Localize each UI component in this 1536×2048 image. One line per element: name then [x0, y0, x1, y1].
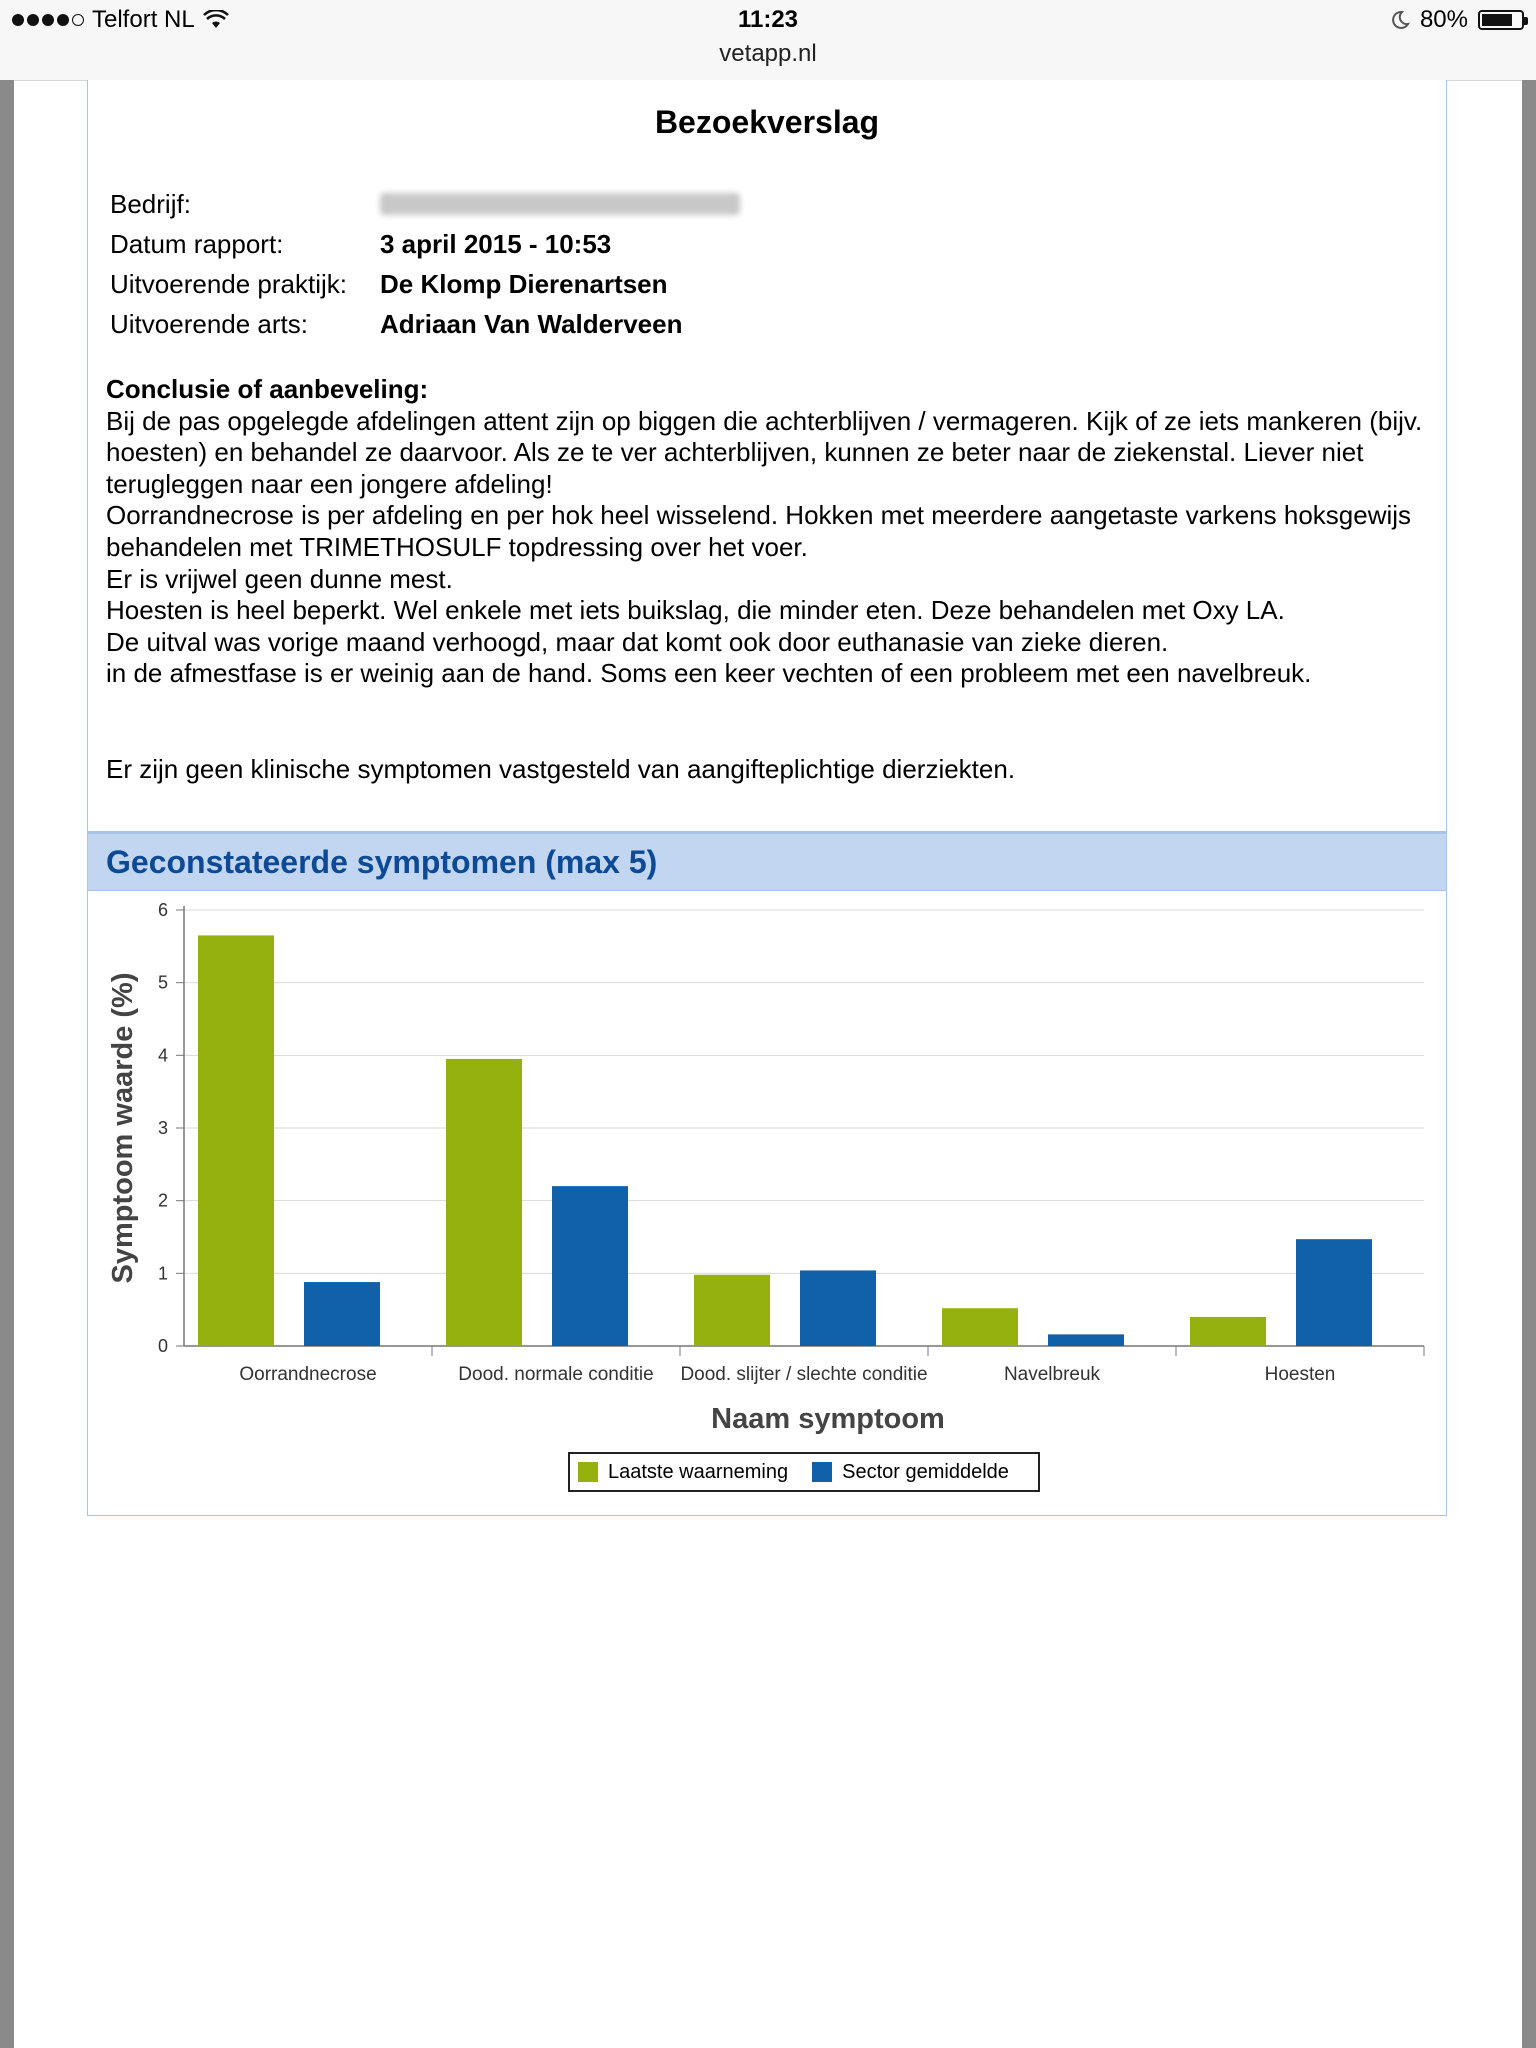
meta-value: 3 april 2015 - 10:53 — [380, 229, 612, 259]
x-tick-label: Navelbreuk — [1003, 1364, 1101, 1385]
bar-sector — [800, 1270, 876, 1346]
y-tick-label: 3 — [157, 1118, 168, 1138]
battery-info — [1390, 6, 1524, 34]
bar-sector — [552, 1186, 628, 1346]
conclusion-paragraph: Bij de pas opgelegde afdelingen attent zijn op biggen die achterblijven / vermageren. Kijk of ze iets mankeren (bijv. hoesten) en behandel ze daarvoor. Als ze te ver achterblijven, kunnen ze beter naar de ziekenstal. Liever niet terugleggen naar een jongere afdeling! — [106, 405, 1423, 499]
moon-icon — [1390, 10, 1410, 30]
conclusion-paragraph: De uitval was vorige maand verhoogd, maar dat komt ook door euthanasie van zieke dieren. — [106, 626, 1169, 657]
conclusion-paragraph: Er is vrijwel geen dunne mest. — [106, 563, 453, 594]
bar-sector — [1048, 1334, 1124, 1346]
page-title: Bezoekverslag — [654, 104, 880, 140]
page-gutter-right — [1522, 80, 1536, 2048]
symptoms-bar-chart — [88, 80, 1446, 1516]
clock: 11:23 — [737, 6, 799, 33]
meta-label: Uitvoerende praktijk: — [110, 269, 347, 299]
y-tick-label: 0 — [157, 1336, 168, 1356]
bar-latest — [942, 1308, 1018, 1346]
conclusion-paragraph: in de afmestfase is er weinig aan de hand. Soms een keer vechten of een probleem met een navelbreuk. — [106, 658, 1312, 689]
legend-swatch — [812, 1462, 832, 1482]
bar-latest — [198, 935, 274, 1346]
y-tick-label: 5 — [157, 972, 168, 993]
meta-label: Uitvoerende arts: — [110, 309, 308, 339]
x-tick-label: Dood. slijter / slechte conditie — [680, 1364, 928, 1385]
meta-value: Adriaan Van Walderveen — [380, 309, 683, 339]
x-tick-label: Dood. normale conditie — [458, 1364, 654, 1385]
bar-sector — [1296, 1239, 1372, 1346]
conclusion-paragraph: Oorrandnecrose is per afdeling en per hok heel wisselend. Hokken met meerdere aangetaste varkens hoksgewijs behandelen met TRIMETHOSULF topdressing over het voer. — [106, 500, 1412, 562]
y-axis-title: Symptoom waarde (%) — [107, 972, 139, 1284]
legend-item-latest — [578, 1461, 788, 1484]
bar-latest — [446, 1059, 522, 1346]
bar-latest — [694, 1275, 770, 1346]
legend-swatch — [578, 1462, 598, 1482]
y-tick-label: 4 — [157, 1045, 168, 1066]
conclusion-heading: Conclusie of aanbeveling: — [106, 374, 429, 404]
url-bar[interactable]: vetapp.nl — [719, 40, 817, 67]
meta-value: De Klomp Dierenartsen — [380, 269, 668, 299]
bar-sector — [304, 1282, 380, 1346]
meta-label: Bedrijf: — [110, 189, 191, 219]
y-tick-label: 2 — [157, 1190, 168, 1211]
x-axis-title: Naam symptoom — [711, 1403, 945, 1435]
meta-label: Datum rapport: — [110, 229, 284, 259]
legend-label: Laatste waarneming — [608, 1460, 789, 1483]
x-tick-label: Oorrandnecrose — [239, 1364, 377, 1385]
battery-percent: 80% — [1419, 6, 1468, 33]
status-bar — [0, 0, 1536, 81]
battery-icon — [1478, 10, 1524, 30]
legend-item-sector — [812, 1461, 1009, 1484]
chart-legend — [568, 1452, 1040, 1492]
bar-latest — [1190, 1317, 1266, 1346]
conclusion-paragraph: Hoesten is heel beperkt. Wel enkele met iets buikslag, die minder eten. Deze behandelen met Oxy LA. — [106, 595, 1285, 626]
legend-label: Sector gemiddelde — [842, 1460, 1009, 1483]
y-tick-label: 1 — [157, 1263, 168, 1284]
carrier-name: Telfort NL — [92, 6, 195, 33]
y-tick-label: 6 — [157, 900, 168, 920]
section-title: Geconstateerde symptomen (max 5) — [106, 844, 658, 880]
notifiable-disease-note: Er zijn geen klinische symptomen vastgesteld van aangifteplichtige dierziekten. — [106, 754, 1016, 784]
page-gutter-left — [0, 80, 14, 2048]
x-tick-label: Hoesten — [1264, 1364, 1336, 1385]
report-panel — [87, 80, 1447, 1516]
